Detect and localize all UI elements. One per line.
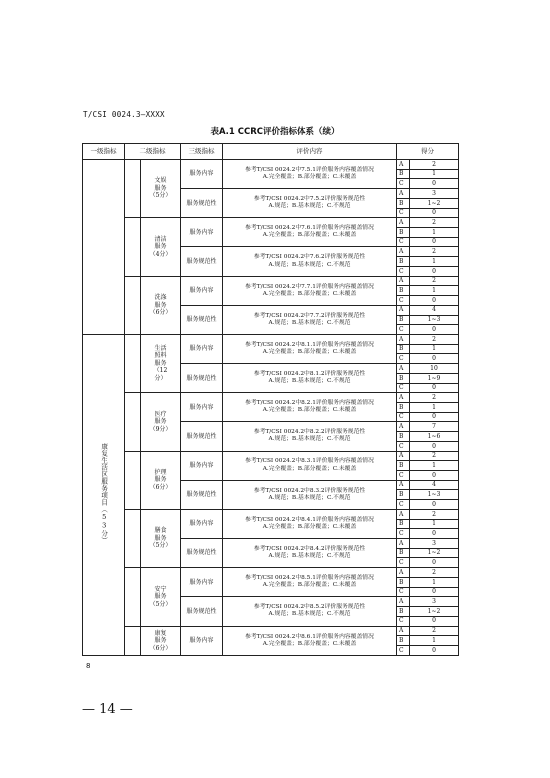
- grade-letter: B: [397, 286, 410, 296]
- grade-letter: B: [397, 169, 410, 179]
- grade-score: 2: [410, 568, 459, 578]
- level2-spacer: [125, 451, 141, 509]
- grade-letter: B: [397, 461, 410, 471]
- grade-score: 2: [410, 160, 459, 170]
- grade-score: 1~2: [410, 198, 459, 208]
- grade-letter: C: [397, 412, 410, 422]
- grade-letter: C: [397, 354, 410, 364]
- level3-label: 服务规范性: [181, 305, 223, 334]
- evaluation-content: 参考T/CSI 0024.2中8.2.1评价服务内容覆盖情况 A.完全覆盖；B.部分覆盖；C.未覆盖: [223, 393, 397, 422]
- level1-cell: [83, 334, 125, 655]
- grade-letter: C: [397, 237, 410, 247]
- header-content: 评价内容: [223, 144, 397, 160]
- evaluation-content: 参考T/CSI 0024.2中7.6.1评价服务内容覆盖情况 A.完全覆盖；B.部分覆盖；C.未覆盖: [223, 218, 397, 247]
- grade-score: 0: [410, 558, 459, 568]
- folio: — 14 —: [82, 702, 133, 717]
- grade-score: 2: [410, 218, 459, 228]
- grade-letter: C: [397, 383, 410, 393]
- evaluation-content: 参考T/CSI 0024.2中7.5.2评价服务规范性 A.规范；B.基本规范；C.不规范: [223, 189, 397, 218]
- grade-score: 4: [410, 305, 459, 315]
- grade-letter: B: [397, 373, 410, 383]
- level2-spacer: [125, 626, 141, 656]
- grade-letter: C: [397, 325, 410, 335]
- grade-score: 1: [410, 257, 459, 267]
- grade-score: 0: [410, 471, 459, 481]
- table-row: [83, 218, 459, 228]
- grade-letter: A: [397, 364, 410, 374]
- grade-letter: B: [397, 228, 410, 238]
- evaluation-content: 参考T/CSI 0024.2中8.6.1评价服务内容覆盖情况 A.完全覆盖；B.部分覆盖；C.未覆盖: [223, 626, 397, 656]
- grade-score: 0: [410, 208, 459, 218]
- grade-letter: B: [397, 519, 410, 529]
- header-level1: 一级指标: [83, 144, 125, 160]
- table-row: [83, 509, 459, 519]
- level2-spacer: [125, 334, 141, 392]
- evaluation-content: 参考T/CSI 0024.2中7.6.2评价服务规范性 A.规范；B.基本规范；C.不规范: [223, 247, 397, 276]
- level2-label: 医疗 服务 （9分）: [141, 393, 181, 451]
- grade-score: 1: [410, 169, 459, 179]
- document-id: T/CSI 0024.3—XXXX: [83, 110, 165, 119]
- grade-letter: B: [397, 402, 410, 412]
- grade-letter: A: [397, 539, 410, 549]
- grade-score: 1~9: [410, 373, 459, 383]
- grade-letter: A: [397, 160, 410, 170]
- grade-letter: A: [397, 597, 410, 607]
- evaluation-content: 参考T/CSI 0024.2中7.7.1评价服务内容覆盖情况 A.完全覆盖；B.部分覆盖；C.未覆盖: [223, 276, 397, 305]
- grade-score: 0: [410, 587, 459, 597]
- evaluation-content: 参考T/CSI 0024.2中8.1.2评价服务规范性 A.规范；B.基本规范；C.不规范: [223, 364, 397, 393]
- header-level3: 三级指标: [181, 144, 223, 160]
- grade-letter: B: [397, 548, 410, 558]
- grade-score: 0: [410, 296, 459, 306]
- evaluation-content: 参考T/CSI 0024.2中8.1.1评价服务内容覆盖情况 A.完全覆盖；B.部分覆盖；C.未覆盖: [223, 334, 397, 363]
- evaluation-content: 参考T/CSI 0024.2中7.5.1评价服务内容覆盖情况 A.完全覆盖；B.部分覆盖；C.未覆盖: [223, 160, 397, 189]
- grade-score: 1~3: [410, 315, 459, 325]
- grade-score: 2: [410, 509, 459, 519]
- grade-score: 0: [410, 529, 459, 539]
- grade-score: 2: [410, 247, 459, 257]
- level2-spacer: [125, 568, 141, 626]
- level2-spacer: [125, 393, 141, 451]
- grade-score: 1: [410, 636, 459, 646]
- level3-label: 服务内容: [181, 276, 223, 305]
- grade-letter: C: [397, 266, 410, 276]
- level3-label: 服务内容: [181, 451, 223, 480]
- grade-score: 1: [410, 286, 459, 296]
- grade-score: 1: [410, 461, 459, 471]
- grade-score: 0: [410, 179, 459, 189]
- table-row: [83, 160, 459, 170]
- level3-label: 服务规范性: [181, 480, 223, 509]
- grade-letter: C: [397, 179, 410, 189]
- grade-letter: A: [397, 334, 410, 344]
- level3-label: 服务内容: [181, 218, 223, 247]
- evaluation-content: 参考T/CSI 0024.2中8.5.1评价服务内容覆盖情况 A.完全覆盖；B.部分覆盖；C.未覆盖: [223, 568, 397, 597]
- grade-score: 0: [410, 237, 459, 247]
- grade-letter: C: [397, 529, 410, 539]
- table-row: [83, 393, 459, 403]
- grade-letter: B: [397, 198, 410, 208]
- grade-score: 2: [410, 393, 459, 403]
- level2-label: 护理 服务 （6分）: [141, 451, 181, 509]
- grade-score: 1~6: [410, 432, 459, 442]
- grade-score: 1~3: [410, 490, 459, 500]
- grade-letter: B: [397, 344, 410, 354]
- grade-letter: A: [397, 189, 410, 199]
- evaluation-content: 参考T/CSI 0024.2中8.3.1评价服务内容覆盖情况 A.完全覆盖；B.部分覆盖；C.未覆盖: [223, 451, 397, 480]
- table-row: [83, 451, 459, 461]
- grade-letter: A: [397, 568, 410, 578]
- grade-score: 1: [410, 344, 459, 354]
- grade-letter: A: [397, 509, 410, 519]
- grade-score: 0: [410, 383, 459, 393]
- level3-label: 服务规范性: [181, 422, 223, 451]
- level2-label: 清洁 服务 （4分）: [141, 218, 181, 276]
- level3-label: 服务规范性: [181, 247, 223, 276]
- grade-score: 4: [410, 480, 459, 490]
- level3-label: 服务内容: [181, 160, 223, 189]
- grade-letter: A: [397, 451, 410, 461]
- grade-letter: C: [397, 441, 410, 451]
- grade-score: 0: [410, 645, 459, 655]
- grade-letter: A: [397, 247, 410, 257]
- table-body: [83, 160, 459, 656]
- grade-score: 0: [410, 325, 459, 335]
- grade-score: 1~2: [410, 548, 459, 558]
- grade-score: 0: [410, 354, 459, 364]
- evaluation-content: 参考T/CSI 0024.2中8.3.2评价服务规范性 A.规范；B.基本规范；C.不规范: [223, 480, 397, 509]
- level3-label: 服务内容: [181, 393, 223, 422]
- grade-score: 0: [410, 500, 459, 510]
- grade-letter: B: [397, 490, 410, 500]
- grade-letter: A: [397, 305, 410, 315]
- grade-score: 1: [410, 228, 459, 238]
- grade-letter: B: [397, 636, 410, 646]
- grade-letter: B: [397, 315, 410, 325]
- level2-label: 生活 照料 服务 （12 分）: [141, 334, 181, 392]
- grade-score: 1: [410, 519, 459, 529]
- level3-label: 服务内容: [181, 334, 223, 363]
- grade-letter: A: [397, 393, 410, 403]
- grade-score: 3: [410, 539, 459, 549]
- grade-letter: A: [397, 422, 410, 432]
- grade-letter: C: [397, 558, 410, 568]
- level3-label: 服务规范性: [181, 597, 223, 626]
- level2-label: 康复 服务 （6分）: [141, 626, 181, 656]
- grade-score: 7: [410, 422, 459, 432]
- grade-score: 3: [410, 597, 459, 607]
- evaluation-content: 参考T/CSI 0024.2中8.4.1评价服务内容覆盖情况 A.完全覆盖；B.部分覆盖；C.未覆盖: [223, 509, 397, 538]
- level2-spacer: [125, 276, 141, 334]
- evaluation-content: 参考T/CSI 0024.2中8.5.2评价服务规范性 A.规范；B.基本规范；C.不规范: [223, 597, 397, 626]
- level2-spacer: [125, 509, 141, 567]
- grade-letter: A: [397, 626, 410, 636]
- level3-label: 服务规范性: [181, 189, 223, 218]
- grade-letter: C: [397, 616, 410, 626]
- grade-score: 3: [410, 189, 459, 199]
- grade-letter: A: [397, 276, 410, 286]
- grade-score: 2: [410, 626, 459, 636]
- table-row: [83, 334, 459, 344]
- grade-score: 10: [410, 364, 459, 374]
- grade-score: 0: [410, 266, 459, 276]
- grade-score: 0: [410, 616, 459, 626]
- evaluation-content: 参考T/CSI 0024.2中8.2.2评价服务规范性 A.规范；B.基本规范；C.不规范: [223, 422, 397, 451]
- grade-letter: C: [397, 500, 410, 510]
- page-number: 8: [86, 662, 91, 670]
- level3-label: 服务规范性: [181, 539, 223, 568]
- level2-spacer: [125, 160, 141, 218]
- level3-label: 服务规范性: [181, 364, 223, 393]
- table-row: [83, 568, 459, 578]
- grade-letter: B: [397, 577, 410, 587]
- level3-label: 服务内容: [181, 626, 223, 656]
- table-header-row: [83, 144, 459, 160]
- level1-label: 康复生活区服务项目（53分）: [100, 443, 109, 545]
- grade-letter: C: [397, 296, 410, 306]
- table-row: [83, 626, 459, 636]
- grade-score: 2: [410, 334, 459, 344]
- evaluation-content: 参考T/CSI 0024.2中7.7.2评价服务规范性 A.规范；B.基本规范；C.不规范: [223, 305, 397, 334]
- grade-letter: B: [397, 257, 410, 267]
- evaluation-content: 参考T/CSI 0024.2中8.4.2评价服务规范性 A.规范；B.基本规范；C.不规范: [223, 539, 397, 568]
- level2-label: 洗涤 服务 （6分）: [141, 276, 181, 334]
- level3-label: 服务内容: [181, 509, 223, 538]
- grade-score: 2: [410, 276, 459, 286]
- grade-letter: A: [397, 480, 410, 490]
- header-level2: 二级指标: [125, 144, 181, 160]
- level2-label: 安宁 服务 （5分）: [141, 568, 181, 626]
- grade-letter: C: [397, 208, 410, 218]
- grade-letter: B: [397, 432, 410, 442]
- table-row: [83, 276, 459, 286]
- table-title: 表A.1 CCRC评价指标体系（续）: [210, 127, 340, 137]
- grade-letter: C: [397, 587, 410, 597]
- grade-letter: C: [397, 645, 410, 655]
- grade-score: 1: [410, 577, 459, 587]
- level3-label: 服务内容: [181, 568, 223, 597]
- grade-score: 0: [410, 441, 459, 451]
- grade-score: 0: [410, 412, 459, 422]
- level2-label: 膳食 服务 （5分）: [141, 509, 181, 567]
- grade-letter: C: [397, 471, 410, 481]
- header-score: 得分: [397, 144, 459, 160]
- level1-cell: [83, 160, 125, 335]
- evaluation-index-table: [82, 143, 459, 656]
- level2-spacer: [125, 218, 141, 276]
- grade-score: 1: [410, 402, 459, 412]
- grade-score: 2: [410, 451, 459, 461]
- level2-label: 文娱 服务 （5分）: [141, 160, 181, 218]
- grade-score: 1~2: [410, 607, 459, 617]
- grade-letter: B: [397, 607, 410, 617]
- grade-letter: A: [397, 218, 410, 228]
